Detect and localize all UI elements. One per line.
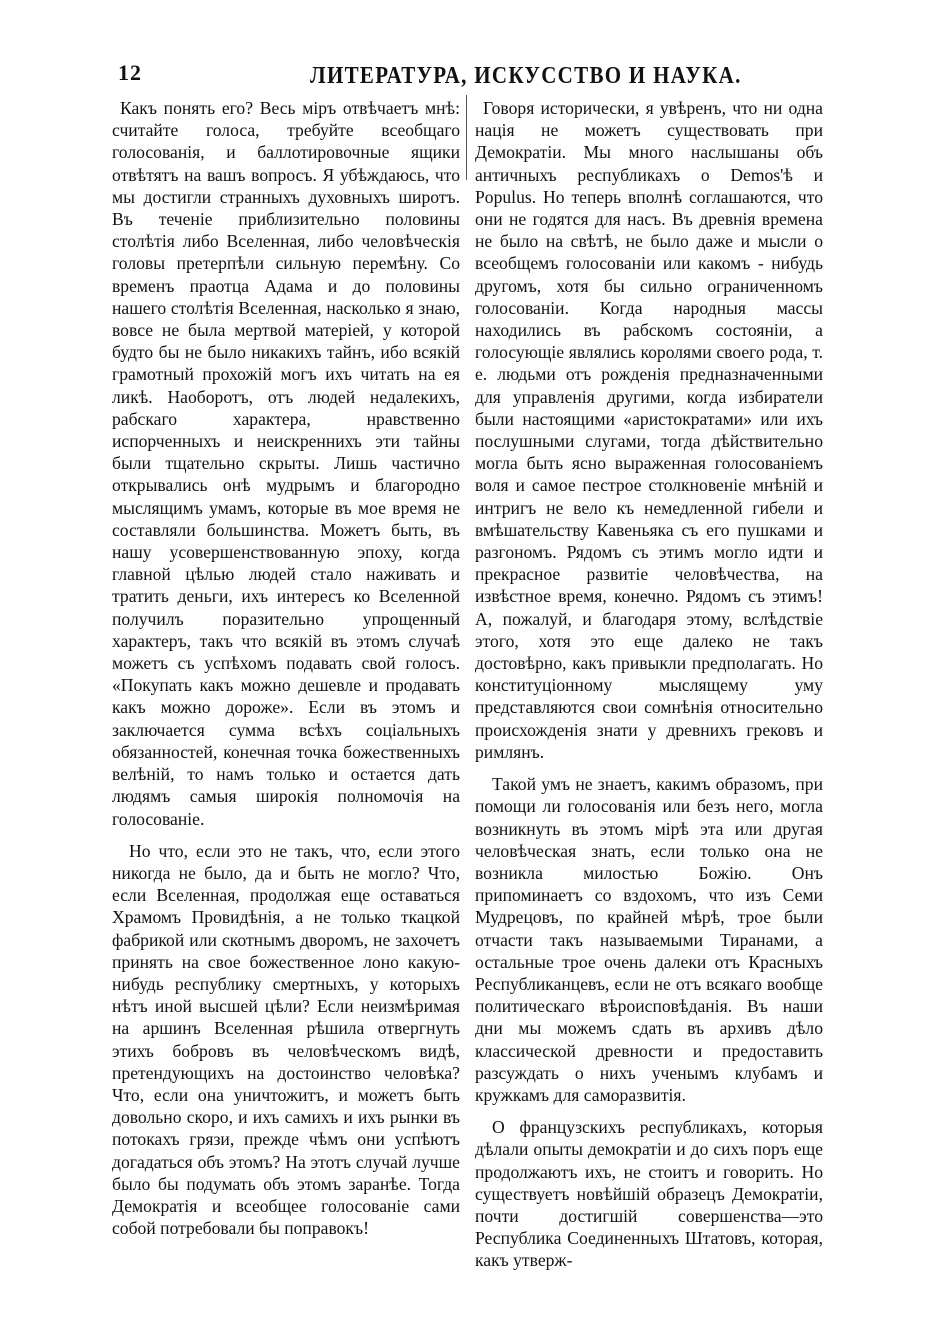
paragraph: Такой умъ не знаетъ, какимъ образомъ, при помощи ли голосованiя или безъ него, могла возникнуть въ этомъ мiрѣ эта или другая человѣческая знать, если только она не возникла милостью Божiю. Онъ припоминаетъ со вздохомъ, что изъ Семи Мудрецовъ, по крайней мѣрѣ, трое были отчасти такъ называемыми Тиранами, а остальные трое очень далеки отъ Красныхъ Республиканцевъ, если не отъ всякаго вообще политическаго вѣроисповѣданiя. Въ наши дни мы можемъ сдать въ архивъ дѣло классической древности и предоставить разсуждать о нихъ ученымъ клубамъ и кружкамъ для саморазвитiя. bbox=[475, 774, 823, 1105]
paragraph: Говоря исторически, я увѣренъ, что ни одна нацiя не можетъ существовать при Демократiи. Мы много наслышаны объ античныхъ республикахъ о Demos'ѣ и Populus. Но теперь вполнѣ соглашаются, что они не годятся для насъ. Въ древнiя времена не было на свѣтѣ, не было даже и мысли о всеобщемъ голосованiи или какомъ - нибудь другомъ, хотя бы сильно ограниченномъ голосованiи. Когда народныя массы находились въ рабскомъ состоянiи, а голосующiе являлись королями своего рода, т. е. людьми отъ рожденiя предназначенными для управленiя другими, когда избиратели были настоящими «аристократами» или ихъ послушными слугами, тогда дѣйствительно могла быть ясно выраженная голосованiемъ воля и самое пестрое столкновенiе мнѣнiй и интригъ не вело къ немедленной гибели и вмѣшательству Кавеньяка съ его пушками и разгономъ. Рядомъ съ этимъ могло идти и прекрасное развитiе человѣчества, на извѣстное время, конечно. Рядомъ съ этимъ! А, пожалуй, и благодаря этому, вслѣдствiе этого, хотя это еще далеко не такъ достовѣрно, какъ привыкли предполагать. Но конституцiонному мыслящему уму представляются свои сомнѣнiя относительно происхожденiя знати у древнихъ грековъ и римлянъ. bbox=[475, 98, 823, 762]
running-title: ЛИТЕРАТУРА, ИСКУССТВО И НАУКА. bbox=[310, 61, 742, 89]
page-header bbox=[110, 60, 830, 90]
page-number: 12 bbox=[118, 60, 142, 85]
left-text-column bbox=[112, 97, 460, 1249]
paragraph: О французскихъ республикахъ, которыя дѣлали опыты демократiи и до сихъ поръ еще продолжаютъ ихъ, не стоитъ и говорить. Но существуетъ новѣйшiй образецъ Демократiи, почти достигшiй совершенства—это Республика Соединенныхъ Штатовъ, которая, какъ утверж- bbox=[475, 1117, 823, 1271]
paragraph: Но что, если это не такъ, что, если этого никогда не было, да и быть не могло? Что, если Вселенная, продолжая еще оставаться Храмомъ Провидѣнiя, а не только ткацкой фабрикой или скотнымъ дворомъ, не захочетъ принять на свое божественное лоно какую-нибудь республику смертныхъ, у которыхъ нѣтъ иной высшей цѣли? Если неизмѣримая на аршинъ Вселенная рѣшила отвергнуть этихъ бобровъ въ человѣческомъ видѣ, претендующихъ на достоинство человѣка? Что, если она уничтожитъ, и можетъ быть довольно скоро, и ихъ самихъ и ихъ рынки въ потокахъ грязи, прежде чѣмъ они успѣютъ догадаться объ этомъ? На этотъ случай лучше было бы подумать объ этомъ заранѣе. Тогда Демократiя и всеобщее голосованiе сами собой потребовали бы поправокъ! bbox=[112, 840, 460, 1239]
column-gutter-rule bbox=[466, 95, 467, 180]
right-text-column bbox=[475, 97, 823, 1282]
paragraph: Какъ понять его? Весь мiръ отвѣчаетъ мнѣ: считайте голоса, требуйте всеобщаго голосованiя, и баллотировочные ящики отвѣтятъ на вашъ вопросъ. Я убѣждаюсь, что мы достигли странныхъ духовныхъ широтъ. Въ теченiе приблизительно половины столѣтiя либо Вселенная, либо человѣческiя головы претерпѣли сильную перемѣну. Со временъ праотца Адама и до половины нашего столѣтiя Вселенная, насколько я знаю, вовсе не была мертвой матерiей, у которой будто бы не было никакихъ тайнъ, ибо всякiй грамотный прохожiй могъ ихъ читать на ея ликѣ. Наоборотъ, отъ людей недалекихъ, рабскаго характера, нравственно испорченныхъ и неискреннихъ эти тайны были тщательно скрыты. Лишь частично открывались онѣ мудрымъ и благородно мыслящимъ умамъ, которые въ мое время не составляли большинства. Можетъ быть, въ нашу усовершенствованную эпоху, когда главной цѣлью людей стало наживать и тратить деньги, ихъ интересъ ко Вселенной получилъ поразительно упрощенный характеръ, такъ что всякiй въ этомъ случаѣ можетъ съ успѣхомъ подавать свой голосъ. «Покупать какъ можно дешевле и продавать какъ можно дороже». Если въ этомъ и заключается сумма всѣхъ соцiальныхъ обязанностей, конечная точка божественныхъ велѣнiй, то намъ только и остается дать людямъ самыя широкiя полномочiя на голосованiе. bbox=[112, 98, 460, 829]
